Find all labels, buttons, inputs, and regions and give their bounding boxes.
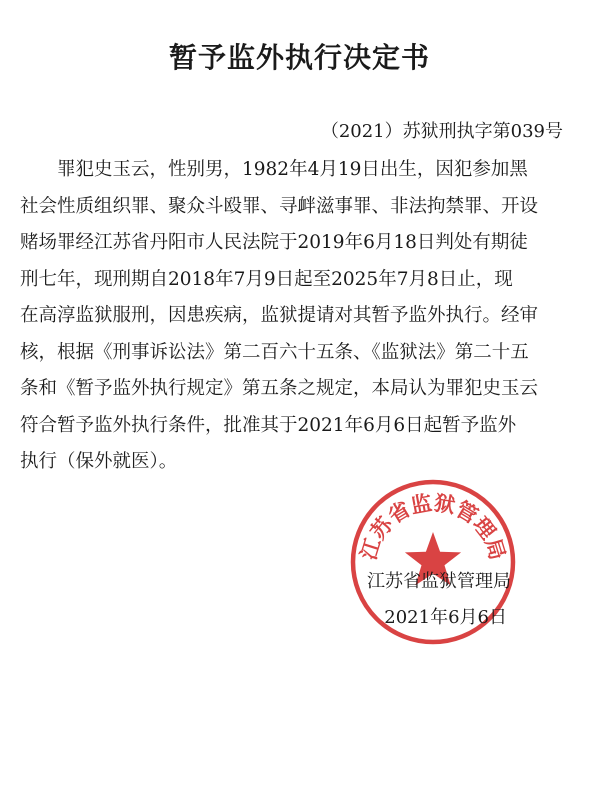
body-line: 罪犯史玉云，性别男，1982年4月19日出生，因犯参加黑 [57, 159, 528, 180]
issuing-authority: 江苏省监狱管理局 [367, 571, 511, 592]
document-number: （2021）苏狱刑执字第039号 [320, 121, 563, 142]
body-line: 刑七年，现刑期自2018年7月9日起至2025年7月8日止，现 [20, 268, 513, 290]
body-line: 核，根据《刑事诉讼法》第二百六十五条、《监狱法》第二十五 [20, 341, 529, 363]
body-line: 赌场罪经江苏省丹阳市人民法院于2019年6月18日判处有期徒 [20, 232, 528, 253]
body-line: 执行（保外就医）。 [20, 451, 178, 472]
seal-text: 江苏省监狱管理局 [356, 490, 510, 563]
body-line: 社会性质组织罪、聚众斗殴罪、寻衅滋事罪、非法拘禁罪、开设 [20, 195, 539, 217]
body-line: 条和《暂予监外执行规定》第五条之规定，本局认为罪犯史玉云 [20, 378, 539, 399]
issue-date: 2021年6月6日 [384, 607, 507, 628]
document-title: 暂予监外执行决定书 [168, 41, 430, 74]
document-body [20, 152, 578, 481]
body-line: 在高淳监狱服刑，因患疾病，监狱提请对其暂予监外执行。经审 [20, 305, 539, 326]
body-line: 符合暂予监外执行条件，批准其于2021年6月6日起暂予监外 [20, 414, 517, 436]
